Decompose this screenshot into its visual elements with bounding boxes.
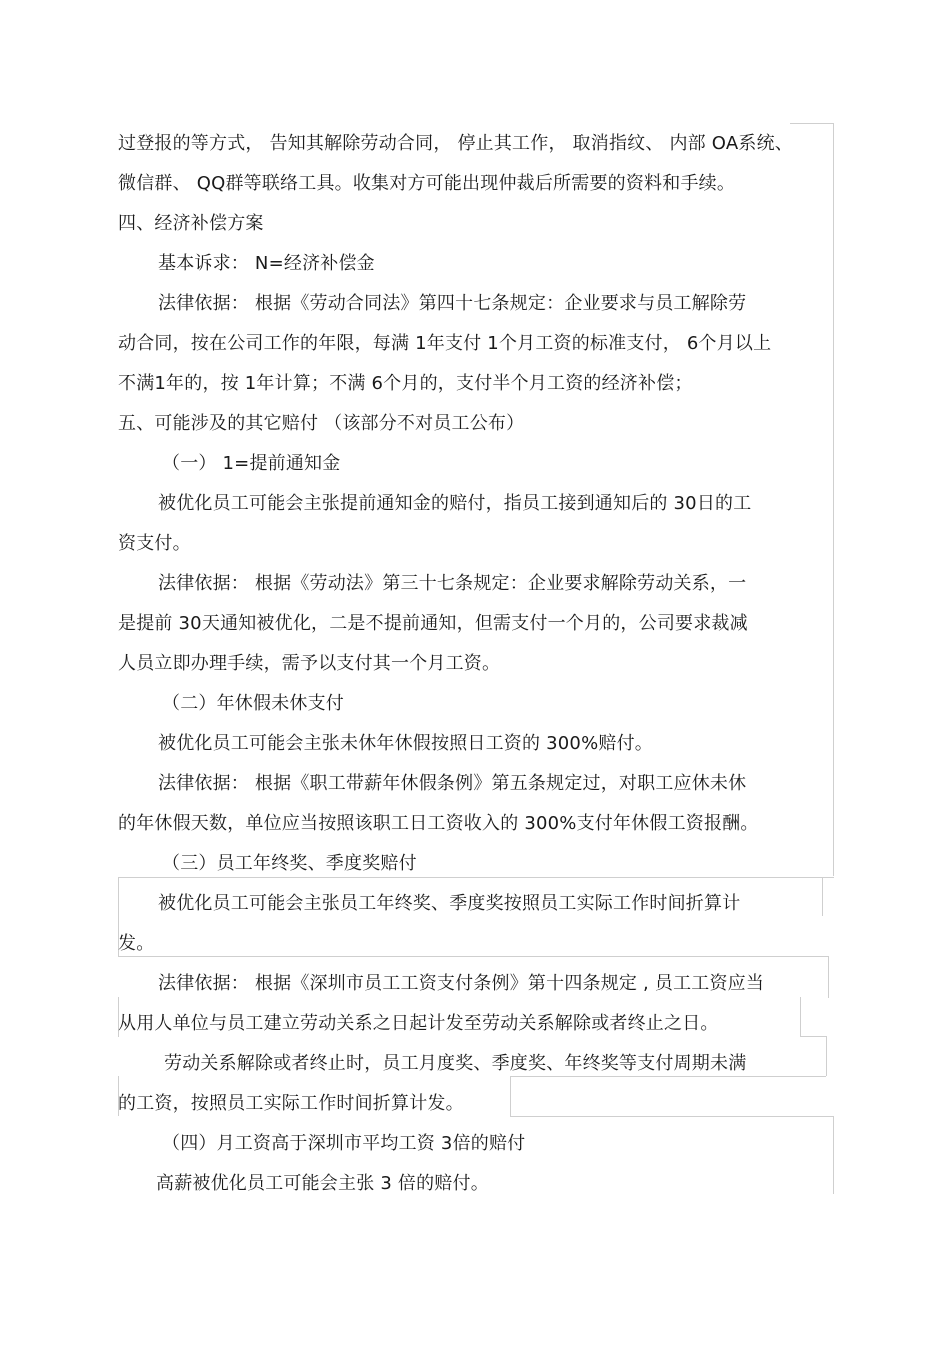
- subheading-3: （三）员工年终奖、季度奖赔付: [162, 853, 417, 874]
- body-line-7: 被优化员工可能会主张提前通知金的赔付，指员工接到通知后的 30日的工: [158, 493, 752, 514]
- frame-line-mid-5: [118, 956, 828, 957]
- frame-line-right-top: [833, 124, 834, 876]
- body-line-11: 人员立即办理手续，需予以支付其一个月工资。: [118, 653, 501, 674]
- frame-line-mid-3: [822, 877, 823, 916]
- frame-line-top: [790, 123, 834, 124]
- body-line-17: 法律依据： 根据《深圳市员工工资支付条例》第十四条规定 , 员工工资应当: [158, 973, 765, 994]
- frame-line-mid-14: [510, 1116, 834, 1117]
- body-line-1: 过登报的等方式， 告知其解除劳动合同， 停止其工作， 取消指纹、 内部 OA系统、: [118, 133, 793, 154]
- frame-line-mid-10: [826, 1036, 827, 1076]
- frame-line-right-bottom: [833, 1116, 834, 1194]
- frame-line-mid-2: [118, 877, 822, 878]
- body-line-16: 发。: [118, 933, 155, 954]
- frame-line-mid-12: [510, 1076, 826, 1077]
- subheading-1: （一） 1=提前通知金: [162, 453, 341, 474]
- body-line-14: 的年休假天数，单位应当按照该职工日工资收入的 300%支付年休假工资报酬。: [118, 813, 759, 834]
- body-line-3: 基本诉求： N=经济补偿金: [158, 253, 375, 274]
- body-line-5: 动合同，按在公司工作的年限，每满 1年支付 1个月工资的标准支付， 6个月以上: [118, 333, 772, 354]
- body-line-19: 劳动关系解除或者终止时，员工月度奖、季度奖、年终奖等支付周期未满: [164, 1053, 747, 1074]
- frame-line-mid-4: [822, 877, 834, 878]
- section-heading-5: 五、可能涉及的其它赔付 （该部分不对员工公布）: [118, 413, 525, 434]
- body-line-6: 不满1年的，按 1年计算；不满 6个月的，支付半个月工资的经济补偿；: [118, 373, 693, 394]
- body-line-9: 法律依据： 根据《劳动法》第三十七条规定：企业要求解除劳动关系，一: [158, 573, 747, 594]
- frame-line-mid-6: [828, 956, 829, 998]
- body-line-10: 是提前 30天通知被优化，二是不提前通知，但需支付一个月的，公司要求裁减: [118, 613, 748, 634]
- frame-line-mid-8: [800, 997, 801, 1037]
- body-line-15: 被优化员工可能会主张员工年终奖、季度奖按照员工实际工作时间折算计: [158, 893, 741, 914]
- body-line-12: 被优化员工可能会主张未休年休假按照日工资的 300%赔付。: [158, 733, 653, 754]
- body-line-2: 微信群、 QQ群等联络工具。收集对方可能出现仲裁后所需要的资料和手续。: [118, 173, 736, 194]
- frame-line-mid-13: [510, 1076, 511, 1116]
- frame-line-mid-9: [800, 1036, 826, 1037]
- body-line-8: 资支付。: [118, 533, 191, 554]
- body-line-4: 法律依据： 根据《劳动合同法》第四十七条规定：企业要求与员工解除劳: [158, 293, 747, 314]
- body-line-13: 法律依据： 根据《职工带薪年休假条例》第五条规定过，对职工应休未休: [158, 773, 747, 794]
- subheading-4: （四）月工资高于深圳市平均工资 3倍的赔付: [162, 1133, 526, 1154]
- body-line-20: 的工资，按照员工实际工作时间折算计发。: [118, 1093, 464, 1114]
- subheading-2: （二）年休假未休支付: [162, 693, 344, 714]
- body-line-21: 高薪被优化员工可能会主张 3 倍的赔付。: [156, 1173, 489, 1194]
- body-line-18: 从用人单位与员工建立劳动关系之日起计发至劳动关系解除或者终止之日。: [118, 1013, 719, 1034]
- section-heading-4: 四、经济补偿方案: [118, 213, 264, 234]
